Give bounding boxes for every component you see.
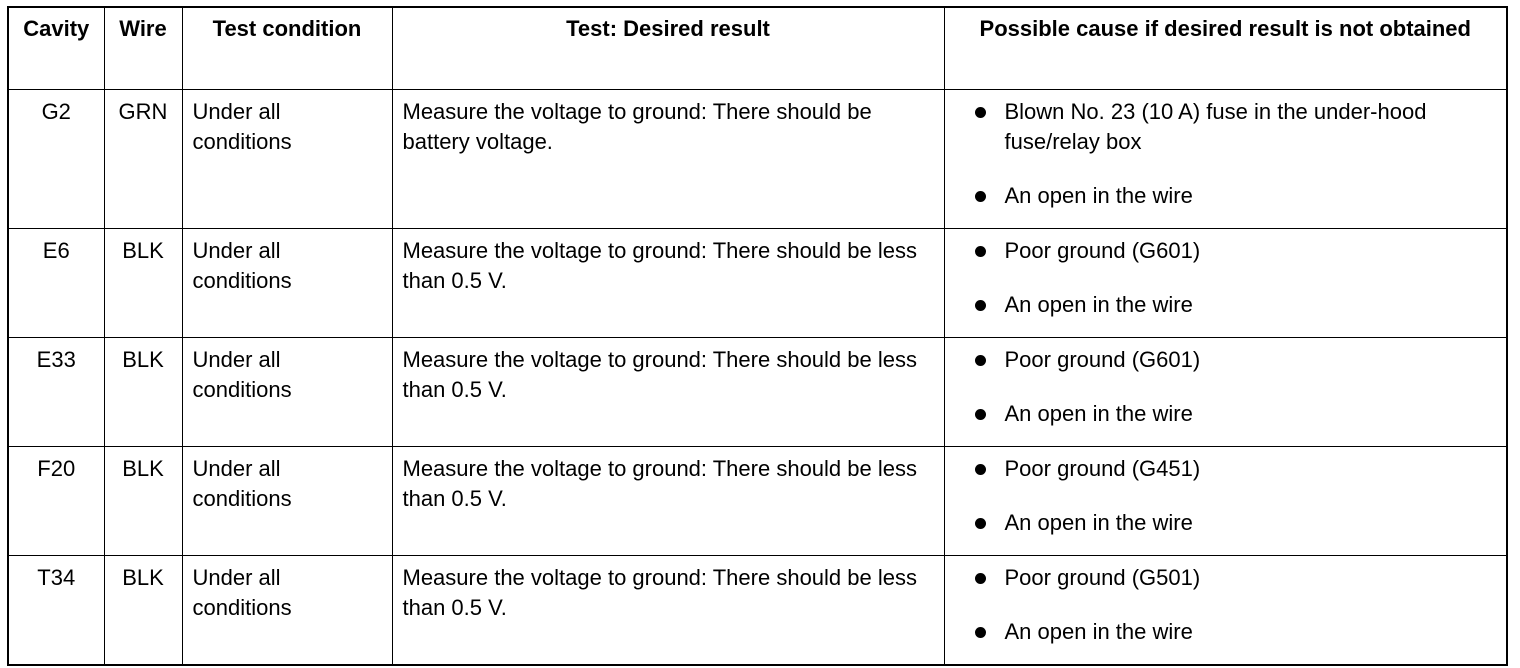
cause-cell — [944, 90, 1507, 229]
cause-text: An open in the wire — [1004, 292, 1193, 317]
cavity-cell: T34 — [8, 556, 104, 666]
cause-item — [955, 399, 1497, 429]
condition-cell: Under all conditions — [182, 90, 392, 229]
header-row — [8, 7, 1507, 90]
cause-item — [955, 290, 1497, 320]
header-cavity: Cavity — [8, 7, 104, 90]
bullet-icon — [975, 409, 986, 420]
cause-text: Poor ground (G601) — [1004, 347, 1201, 372]
header-desired-result: Test: Desired result — [392, 7, 944, 90]
cause-item — [955, 97, 1497, 157]
header-test-condition: Test condition — [182, 7, 392, 90]
bullet-icon — [975, 300, 986, 311]
cause-text: Blown No. 23 (10 A) fuse in the under-hood fuse/relay box — [1004, 99, 1427, 154]
table-row — [8, 90, 1507, 229]
result-cell: Measure the voltage to ground: There should be less than 0.5 V. — [392, 229, 944, 338]
wire-cell: BLK — [104, 338, 182, 447]
bullet-icon — [975, 246, 986, 257]
cause-text: An open in the wire — [1004, 401, 1193, 426]
cavity-cell: F20 — [8, 447, 104, 556]
cavity-cell: G2 — [8, 90, 104, 229]
cause-text: An open in the wire — [1004, 183, 1193, 208]
wire-cell: GRN — [104, 90, 182, 229]
cause-cell — [944, 556, 1507, 666]
bullet-icon — [975, 518, 986, 529]
condition-cell: Under all conditions — [182, 447, 392, 556]
condition-cell: Under all conditions — [182, 229, 392, 338]
cause-text: Poor ground (G601) — [1004, 238, 1201, 263]
cause-text: Poor ground (G501) — [1004, 565, 1201, 590]
bullet-icon — [975, 627, 986, 638]
table-row — [8, 229, 1507, 338]
bullet-icon — [975, 573, 986, 584]
cause-item — [955, 563, 1497, 593]
cause-text: An open in the wire — [1004, 619, 1193, 644]
result-cell: Measure the voltage to ground: There should be less than 0.5 V. — [392, 447, 944, 556]
cause-list — [955, 345, 1497, 429]
cause-list — [955, 563, 1497, 647]
header-wire: Wire — [104, 7, 182, 90]
wire-cell: BLK — [104, 447, 182, 556]
cause-text: An open in the wire — [1004, 510, 1193, 535]
cause-item — [955, 617, 1497, 647]
cause-item — [955, 508, 1497, 538]
condition-cell: Under all conditions — [182, 338, 392, 447]
cause-list — [955, 236, 1497, 320]
cause-cell — [944, 338, 1507, 447]
wire-cell: BLK — [104, 556, 182, 666]
bullet-icon — [975, 191, 986, 202]
result-cell: Measure the voltage to ground: There should be battery voltage. — [392, 90, 944, 229]
cause-item — [955, 454, 1497, 484]
cause-item — [955, 236, 1497, 266]
cause-cell — [944, 447, 1507, 556]
wire-cell: BLK — [104, 229, 182, 338]
bullet-icon — [975, 464, 986, 475]
cause-item — [955, 345, 1497, 375]
cavity-cell: E33 — [8, 338, 104, 447]
diagnostic-table — [7, 6, 1508, 666]
condition-cell: Under all conditions — [182, 556, 392, 666]
cause-list — [955, 454, 1497, 538]
table-row — [8, 447, 1507, 556]
result-cell: Measure the voltage to ground: There should be less than 0.5 V. — [392, 556, 944, 666]
cause-list — [955, 97, 1497, 211]
cause-cell — [944, 229, 1507, 338]
cause-item — [955, 181, 1497, 211]
bullet-icon — [975, 107, 986, 118]
bullet-icon — [975, 355, 986, 366]
cavity-cell: E6 — [8, 229, 104, 338]
table-row — [8, 338, 1507, 447]
cause-text: Poor ground (G451) — [1004, 456, 1201, 481]
result-cell: Measure the voltage to ground: There should be less than 0.5 V. — [392, 338, 944, 447]
header-possible-cause: Possible cause if desired result is not obtained — [944, 7, 1507, 90]
table-row — [8, 556, 1507, 666]
